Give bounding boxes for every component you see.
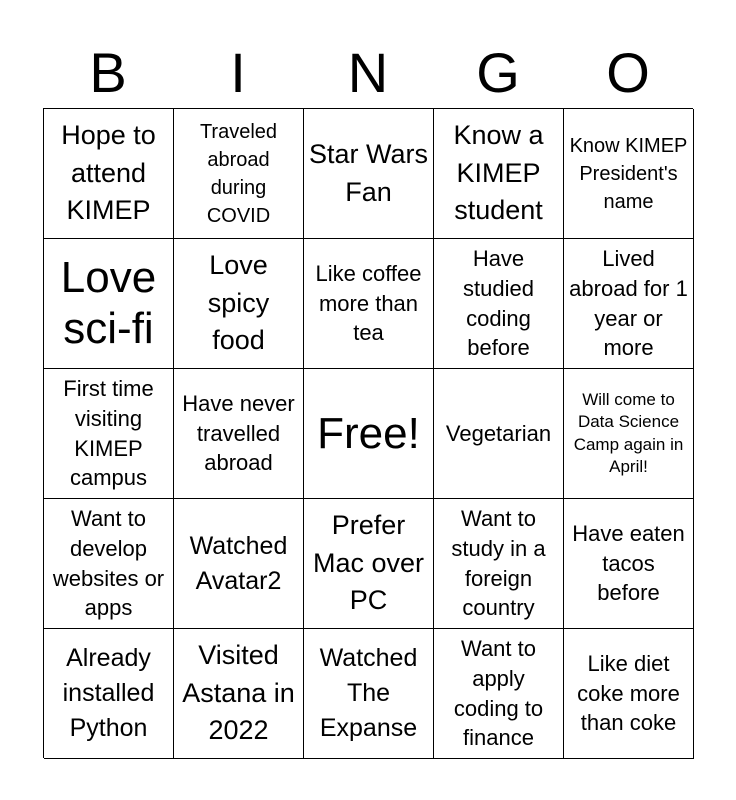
bingo-cell[interactable]: Traveled abroad during COVID — [174, 109, 304, 239]
bingo-cell[interactable]: Vegetarian — [434, 369, 564, 499]
bingo-cell[interactable]: Have never travelled abroad — [174, 369, 304, 499]
bingo-cell[interactable]: Watched The Expanse — [304, 629, 434, 759]
bingo-cell[interactable]: Already installed Python — [44, 629, 174, 759]
header-letter-i: I — [230, 41, 246, 104]
bingo-cell[interactable]: Know a KIMEP student — [434, 109, 564, 239]
bingo-cell[interactable]: Like diet coke more than coke — [564, 629, 694, 759]
bingo-cell[interactable]: Love spicy food — [174, 239, 304, 369]
header-letter-n: N — [347, 41, 389, 104]
bingo-cell[interactable]: Hope to attend KIMEP — [44, 109, 174, 239]
bingo-cell[interactable]: Visited Astana in 2022 — [174, 629, 304, 759]
free-space-cell[interactable]: Free! — [304, 369, 434, 499]
header-letter-b: B — [89, 41, 127, 104]
bingo-cell[interactable]: Like coffee more than tea — [304, 239, 434, 369]
bingo-cell[interactable]: Love sci-fi — [44, 239, 174, 369]
bingo-cell[interactable]: Know KIMEP President's name — [564, 109, 694, 239]
bingo-cell[interactable]: Have eaten tacos before — [564, 499, 694, 629]
header-letter-o: O — [606, 41, 650, 104]
bingo-cell[interactable]: First time visiting KIMEP campus — [44, 369, 174, 499]
header-letter-g: G — [476, 41, 520, 104]
bingo-header — [43, 38, 693, 108]
bingo-cell[interactable]: Prefer Mac over PC — [304, 499, 434, 629]
bingo-cell[interactable]: Want to study in a foreign country — [434, 499, 564, 629]
bingo-board — [43, 108, 693, 758]
bingo-cell[interactable]: Have studied coding before — [434, 239, 564, 369]
bingo-cell[interactable]: Want to develop websites or apps — [44, 499, 174, 629]
bingo-cell[interactable]: Will come to Data Science Camp again in April! — [564, 369, 694, 499]
bingo-cell[interactable]: Star Wars Fan — [304, 109, 434, 239]
bingo-cell[interactable]: Lived abroad for 1 year or more — [564, 239, 694, 369]
bingo-cell[interactable]: Want to apply coding to finance — [434, 629, 564, 759]
bingo-cell[interactable]: Watched Avatar2 — [174, 499, 304, 629]
